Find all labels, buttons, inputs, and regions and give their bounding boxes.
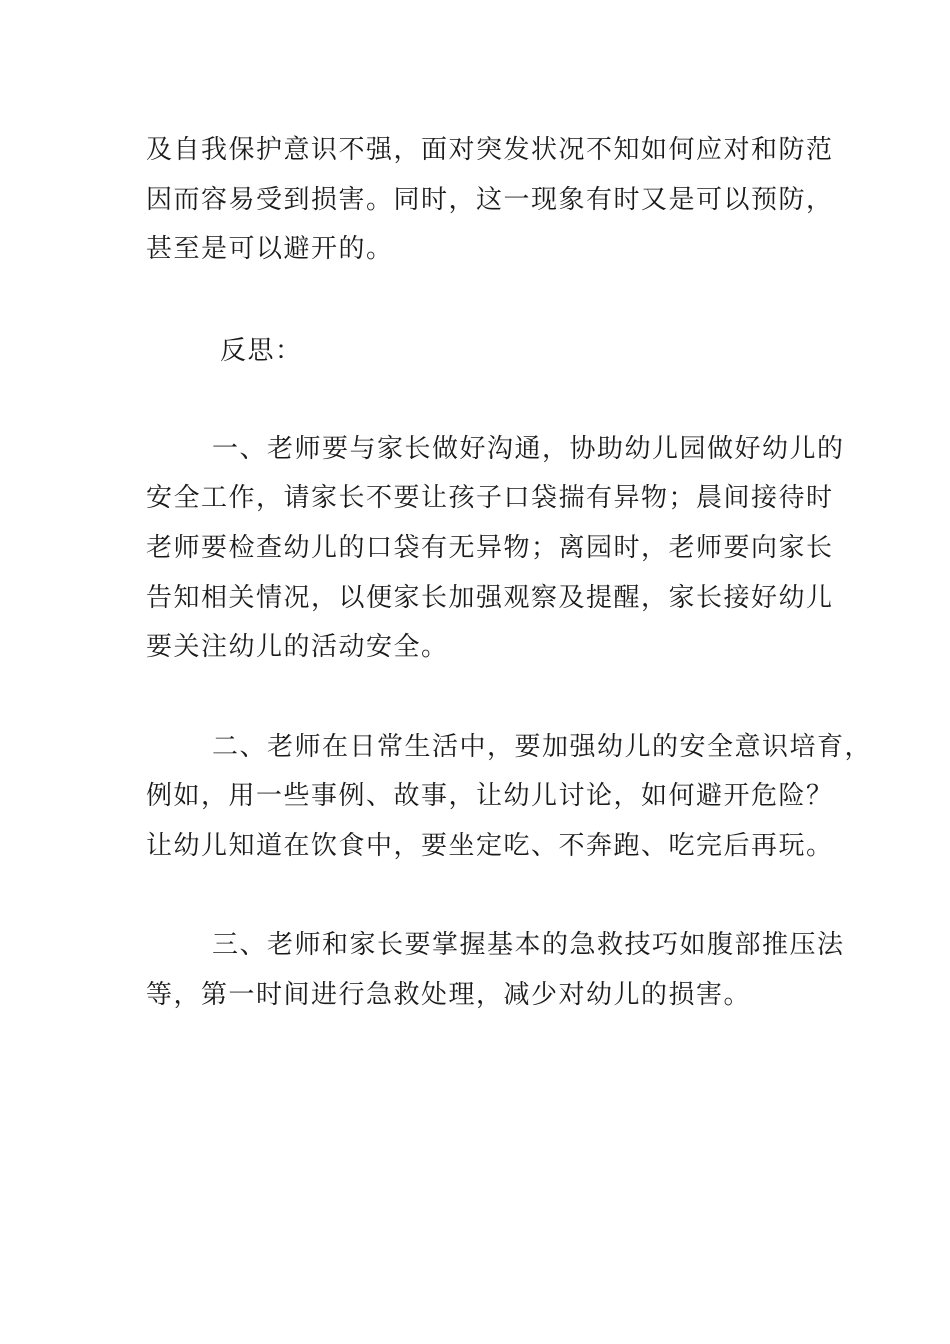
text-line: 甚至是可以避开的。 [146, 234, 394, 264]
text-line: 告知相关情况，以便家长加强观察及提醒，家长接好幼儿 [146, 583, 834, 613]
text-line: 等，第一时间进行急救处理，减少对幼儿的损害。 [146, 980, 752, 1010]
text-line: 三、老师和家长要掌握基本的急救技巧如腹部推压法 [212, 930, 845, 960]
text-line: 让幼儿知道在饮食中，要坐定吃、不奔跑、吃完后再玩。 [146, 831, 834, 861]
text-line: 及自我保护意识不强，面对突发状况不知如何应对和防范 [146, 135, 834, 165]
section-heading: 反思： [220, 336, 303, 366]
text-line: 例如，用一些事例、故事，让幼儿讨论，如何避开危险？ [146, 781, 834, 811]
text-line: 因而容易受到损害。同时，这一现象有时又是可以预防， [146, 185, 834, 215]
text-line: 一、老师要与家长做好沟通，协助幼儿园做好幼儿的 [212, 434, 845, 464]
text-line: 老师要检查幼儿的口袋有无异物；离园时，老师要向家长 [146, 533, 834, 563]
text-line: 要关注幼儿的活动安全。 [146, 632, 449, 662]
text-line: 安全工作，请家长不要让孩子口袋揣有异物；晨间接待时 [146, 483, 834, 513]
text-line: 二、老师在日常生活中，要加强幼儿的安全意识培育， [212, 732, 873, 762]
